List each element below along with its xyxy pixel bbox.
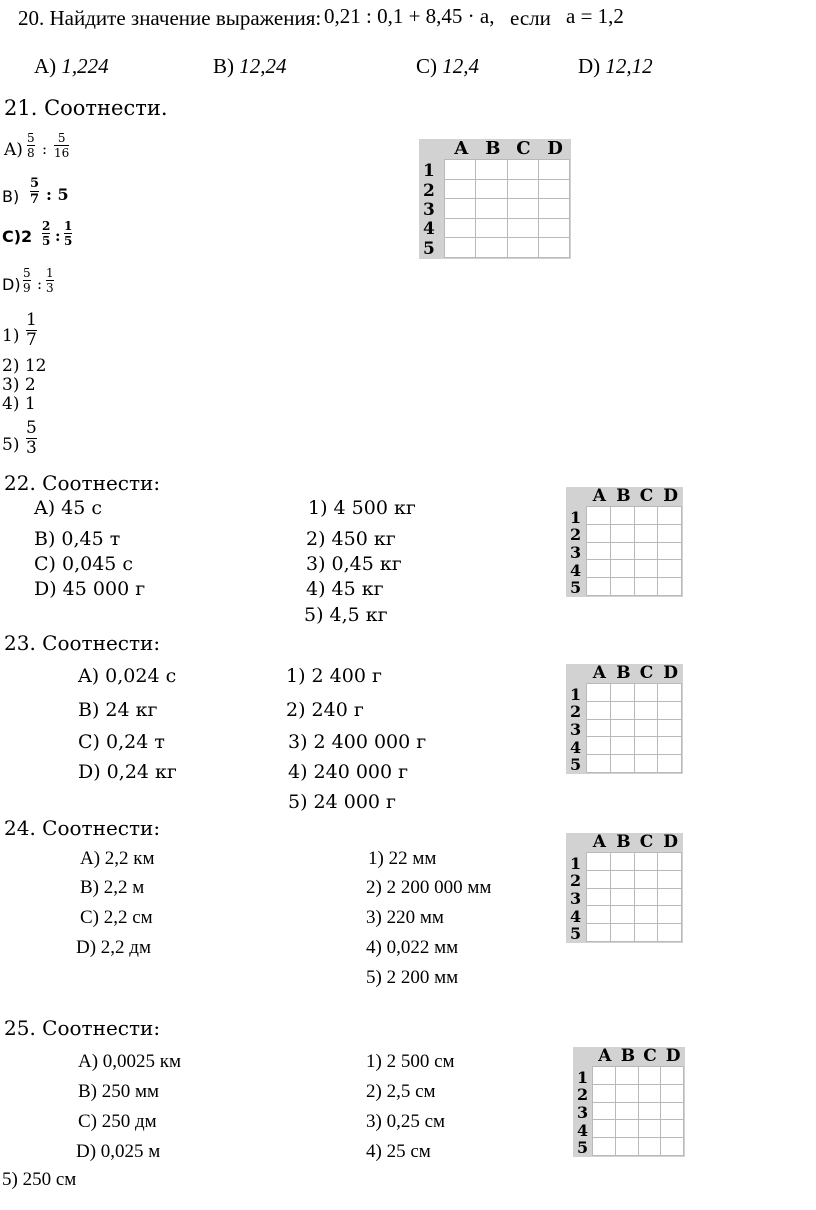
q22-left-b: B) 0,45 т: [34, 528, 121, 550]
grid-row-label: 2: [570, 871, 582, 891]
grid-cell[interactable]: [658, 525, 681, 542]
grid-cell[interactable]: [587, 906, 610, 923]
grid-cell[interactable]: [611, 560, 634, 577]
grid-cells: [587, 507, 681, 595]
q25-answer-grid[interactable]: [573, 1047, 685, 1157]
grid-cell[interactable]: [611, 720, 634, 737]
grid-col-header: B: [616, 832, 631, 852]
grid-col-header: B: [616, 663, 631, 683]
grid-cell[interactable]: [635, 924, 658, 941]
q25-right-2: 2) 2,5 см: [366, 1081, 436, 1102]
q23-left-a: A) 0,024 с: [78, 665, 177, 687]
q25-left-c: C) 250 дм: [78, 1111, 157, 1132]
q21-item-c-letter: C)2: [2, 227, 33, 246]
grid-cell[interactable]: [476, 238, 506, 257]
q20-condition: a = 1,2: [566, 4, 624, 28]
q24-answer-grid[interactable]: [566, 833, 683, 943]
grid-cell[interactable]: [635, 906, 658, 923]
q24-right-2: 2) 2 200 000 мм: [366, 877, 492, 898]
q24-left-b: B) 2,2 м: [80, 877, 145, 898]
q20-expression: 0,21 : 0,1 + 8,45 · a,: [324, 4, 495, 28]
q21-item-d-frac2: 1 3: [46, 266, 54, 295]
q25-left-b: B) 250 мм: [78, 1081, 160, 1102]
q23-left-b: B) 24 кг: [78, 699, 158, 721]
grid-col-header: A: [592, 663, 606, 683]
grid-cell[interactable]: [658, 871, 681, 888]
grid-row-label: 5: [423, 238, 435, 259]
grid-cell[interactable]: [658, 853, 681, 870]
q24-label: 24. Соотнести:: [4, 816, 161, 840]
q22-right-4: 4) 45 кг: [306, 578, 384, 600]
grid-cell[interactable]: [587, 525, 610, 542]
grid-cell[interactable]: [616, 1138, 638, 1155]
grid-row-label: 3: [570, 720, 582, 739]
grid-row-label: 4: [570, 906, 582, 926]
grid-cell[interactable]: [658, 507, 681, 524]
grid-col-header: D: [663, 663, 679, 683]
grid-row-label: 1: [570, 684, 582, 704]
q21-item-b-op: : 5: [46, 185, 69, 204]
grid-cell[interactable]: [635, 737, 658, 754]
grid-cell[interactable]: [593, 1120, 615, 1137]
grid-col-header: D: [547, 138, 563, 159]
grid-cell[interactable]: [508, 219, 538, 238]
grid-cell[interactable]: [539, 160, 569, 179]
grid-col-header: D: [663, 832, 679, 852]
q23-right-1: 1) 2 400 г: [286, 665, 382, 687]
q23-left-c: C) 0,24 т: [78, 731, 165, 753]
q25-right-1: 1) 2 500 см: [366, 1051, 455, 1072]
q22-left-d: D) 45 000 г: [34, 578, 146, 600]
grid-cell[interactable]: [635, 720, 658, 737]
grid-row-label: 4: [570, 560, 582, 580]
q25-left-d: D) 0,025 м: [76, 1141, 161, 1162]
grid-cell[interactable]: [593, 1085, 615, 1102]
q22-right-5: 5) 4,5 кг: [304, 604, 388, 626]
grid-cell[interactable]: [635, 578, 658, 595]
grid-cell[interactable]: [658, 924, 681, 941]
grid-cell[interactable]: [661, 1085, 683, 1102]
grid-row-label: 4: [570, 737, 582, 757]
grid-cell[interactable]: [476, 180, 506, 199]
grid-cell[interactable]: [661, 1120, 683, 1137]
q23-answer-grid[interactable]: [566, 664, 683, 774]
grid-col-header: D: [665, 1046, 681, 1066]
grid-col-header: A: [454, 138, 469, 159]
q23-right-2: 2) 240 г: [286, 699, 364, 721]
q24-right-3: 3) 220 мм: [366, 907, 444, 928]
q20-option-d: D) 12,12: [578, 54, 653, 78]
q21-item-c-frac2: 1 5: [64, 219, 73, 248]
q21-item-a-frac2: 5 16: [54, 131, 70, 160]
q20-label: 20. Найдите значение выражения:: [18, 6, 322, 30]
grid-cell[interactable]: [658, 578, 681, 595]
grid-row-label: 1: [577, 1067, 589, 1087]
grid-row-label: 4: [577, 1120, 589, 1140]
grid-cell[interactable]: [611, 543, 634, 560]
q21-item-c-frac1: 2 5: [42, 219, 51, 248]
q20-option-c: C) 12,4: [416, 54, 479, 78]
q21-answer-5-frac: 5 3: [26, 418, 37, 458]
grid-cell[interactable]: [616, 1103, 638, 1120]
grid-row-label: 3: [577, 1103, 589, 1122]
q20-option-a: A) 1,224: [34, 54, 109, 78]
grid-cell[interactable]: [639, 1138, 661, 1155]
grid-col-header: A: [598, 1046, 612, 1066]
grid-cell[interactable]: [639, 1120, 661, 1137]
q22-right-2: 2) 450 кг: [306, 528, 396, 550]
grid-cell[interactable]: [611, 684, 634, 701]
grid-cell[interactable]: [587, 871, 610, 888]
q25-right-4: 4) 25 см: [366, 1141, 431, 1162]
grid-row-label: 3: [423, 200, 435, 220]
grid-col-header: C: [639, 832, 654, 852]
grid-cell[interactable]: [611, 906, 634, 923]
grid-cells: [593, 1067, 683, 1155]
grid-col-header: C: [639, 663, 654, 683]
grid-col-header: A: [592, 486, 606, 506]
grid-col-header: B: [620, 1046, 636, 1066]
grid-cell[interactable]: [639, 1067, 661, 1084]
q22-right-1: 1) 4 500 кг: [308, 497, 416, 519]
grid-row-label: 1: [570, 507, 582, 527]
grid-cell[interactable]: [611, 871, 634, 888]
q21-answer-grid[interactable]: [419, 139, 571, 259]
q21-label: 21. Соотнести.: [4, 96, 168, 120]
grid-cell[interactable]: [508, 199, 538, 218]
grid-cell[interactable]: [445, 199, 475, 218]
grid-cell[interactable]: [639, 1085, 661, 1102]
grid-cell[interactable]: [661, 1067, 683, 1084]
q21-answer-2: 2) 12: [2, 356, 47, 376]
q21-item-a-frac1: 5 8: [27, 131, 35, 160]
grid-cell[interactable]: [587, 578, 610, 595]
grid-cell[interactable]: [611, 578, 634, 595]
grid-row-label: 5: [577, 1138, 589, 1158]
q21-answer-3: 3) 2: [2, 375, 36, 395]
grid-cell[interactable]: [593, 1138, 615, 1155]
grid-cell[interactable]: [658, 755, 681, 772]
grid-cell[interactable]: [587, 702, 610, 719]
grid-cells: [587, 853, 681, 941]
grid-cells: [445, 160, 569, 257]
grid-cell[interactable]: [611, 737, 634, 754]
grid-row-label: 4: [423, 219, 435, 240]
grid-cell[interactable]: [611, 507, 634, 524]
grid-cell[interactable]: [635, 871, 658, 888]
grid-cell[interactable]: [445, 180, 475, 199]
grid-cell[interactable]: [639, 1103, 661, 1120]
grid-cell[interactable]: [587, 543, 610, 560]
q24-left-d: D) 2,2 дм: [76, 937, 151, 958]
grid-cell[interactable]: [587, 853, 610, 870]
grid-cell[interactable]: [611, 755, 634, 772]
grid-cell[interactable]: [611, 924, 634, 941]
grid-col-header: C: [639, 486, 654, 506]
q20-option-b: B) 12,24: [213, 54, 287, 78]
q24-left-c: C) 2,2 см: [80, 907, 153, 928]
q22-left-c: C) 0,045 с: [34, 553, 134, 575]
grid-row-label: 1: [423, 161, 435, 182]
grid-col-header: C: [516, 138, 531, 159]
grid-cell[interactable]: [539, 180, 569, 199]
grid-cell[interactable]: [539, 219, 569, 238]
grid-row-label: 2: [570, 702, 582, 722]
grid-cell[interactable]: [587, 924, 610, 941]
grid-cell[interactable]: [445, 238, 475, 257]
q25-right-3: 3) 0,25 см: [366, 1111, 446, 1132]
grid-cell[interactable]: [593, 1067, 615, 1084]
grid-cell[interactable]: [611, 702, 634, 719]
q21-item-a-letter: A): [4, 140, 23, 160]
q21-item-b-frac1: 5 7: [30, 176, 40, 207]
grid-cell[interactable]: [539, 199, 569, 218]
grid-col-header: C: [643, 1046, 657, 1066]
q25-left-a: A) 0,0025 км: [78, 1051, 182, 1072]
grid-row-label: 5: [570, 755, 582, 775]
grid-cell[interactable]: [508, 180, 538, 199]
q21-answer-1-num: 1): [2, 326, 20, 346]
q22-right-3: 3) 0,45 кг: [306, 553, 402, 575]
q23-right-3: 3) 2 400 000 г: [288, 731, 427, 753]
q21-item-b-letter: B): [2, 187, 20, 206]
grid-cell[interactable]: [611, 889, 634, 906]
grid-cell[interactable]: [658, 543, 681, 560]
grid-cell[interactable]: [476, 160, 506, 179]
grid-cell[interactable]: [587, 889, 610, 906]
grid-cell[interactable]: [587, 720, 610, 737]
q21-item-c-op: :: [55, 227, 61, 245]
grid-cell[interactable]: [587, 507, 610, 524]
grid-cell[interactable]: [587, 560, 610, 577]
grid-cell[interactable]: [476, 199, 506, 218]
grid-cell[interactable]: [658, 720, 681, 737]
grid-cell[interactable]: [658, 684, 681, 701]
grid-cell[interactable]: [445, 160, 475, 179]
grid-cell[interactable]: [539, 238, 569, 257]
grid-row-label: 3: [570, 543, 582, 562]
q23-right-4: 4) 240 000 г: [288, 761, 409, 783]
grid-col-header: D: [663, 486, 679, 506]
grid-cell[interactable]: [587, 737, 610, 754]
grid-cell[interactable]: [635, 560, 658, 577]
q24-right-1: 1) 22 мм: [368, 848, 437, 869]
grid-cell[interactable]: [611, 525, 634, 542]
grid-cell[interactable]: [445, 219, 475, 238]
grid-cell[interactable]: [508, 160, 538, 179]
grid-cell[interactable]: [616, 1085, 638, 1102]
q22-left-a: A) 45 с: [34, 497, 103, 519]
q21-answer-5-num: 5): [2, 435, 20, 455]
grid-cell[interactable]: [658, 560, 681, 577]
grid-cells: [587, 684, 681, 772]
q24-left-a: A) 2,2 км: [80, 848, 155, 869]
q21-item-d-frac1: 5 9: [23, 266, 31, 295]
q21-item-a-op: :: [42, 140, 48, 158]
grid-cell[interactable]: [661, 1103, 683, 1120]
grid-cell[interactable]: [661, 1138, 683, 1155]
grid-cell[interactable]: [658, 889, 681, 906]
grid-row-label: 2: [570, 525, 582, 545]
grid-cell[interactable]: [587, 684, 610, 701]
q21-answer-1-frac: 1 7: [26, 310, 37, 350]
grid-row-label: 1: [570, 853, 582, 873]
q21-item-d-letter: D): [2, 275, 21, 294]
q22-label: 22. Соотнести:: [4, 471, 161, 495]
grid-cell[interactable]: [658, 702, 681, 719]
grid-cell[interactable]: [635, 755, 658, 772]
q23-right-5: 5) 24 000 г: [288, 791, 397, 813]
grid-cell[interactable]: [635, 702, 658, 719]
grid-col-header: B: [616, 486, 631, 506]
grid-cell[interactable]: [616, 1067, 638, 1084]
grid-col-header: B: [485, 138, 501, 159]
grid-cell[interactable]: [616, 1120, 638, 1137]
grid-row-label: 3: [570, 889, 582, 908]
grid-cell[interactable]: [476, 219, 506, 238]
grid-cell[interactable]: [593, 1103, 615, 1120]
grid-cell[interactable]: [611, 853, 634, 870]
q25-right-5: 5) 250 см: [2, 1169, 77, 1190]
grid-cell[interactable]: [635, 684, 658, 701]
grid-col-header: A: [592, 832, 606, 852]
q21-item-d-op: :: [37, 275, 43, 293]
grid-cell[interactable]: [658, 737, 681, 754]
q21-answer-4: 4) 1: [2, 394, 36, 414]
grid-row-label: 5: [570, 924, 582, 944]
grid-cell[interactable]: [635, 853, 658, 870]
grid-cell[interactable]: [658, 906, 681, 923]
q25-label: 25. Соотнести:: [4, 1016, 161, 1040]
grid-cell[interactable]: [587, 755, 610, 772]
q24-right-4: 4) 0,022 мм: [366, 937, 459, 958]
q23-label: 23. Соотнести:: [4, 631, 161, 655]
grid-row-label: 5: [570, 578, 582, 598]
q20-condition-word: если: [510, 6, 551, 30]
grid-cell[interactable]: [635, 889, 658, 906]
grid-cell[interactable]: [508, 238, 538, 257]
grid-cell[interactable]: [635, 543, 658, 560]
q23-left-d: D) 0,24 кг: [78, 761, 177, 783]
q24-right-5: 5) 2 200 мм: [366, 967, 459, 988]
grid-row-label: 2: [423, 180, 435, 201]
grid-row-label: 2: [577, 1085, 589, 1105]
grid-cell[interactable]: [635, 507, 658, 524]
q22-answer-grid[interactable]: [566, 487, 683, 597]
grid-cell[interactable]: [635, 525, 658, 542]
